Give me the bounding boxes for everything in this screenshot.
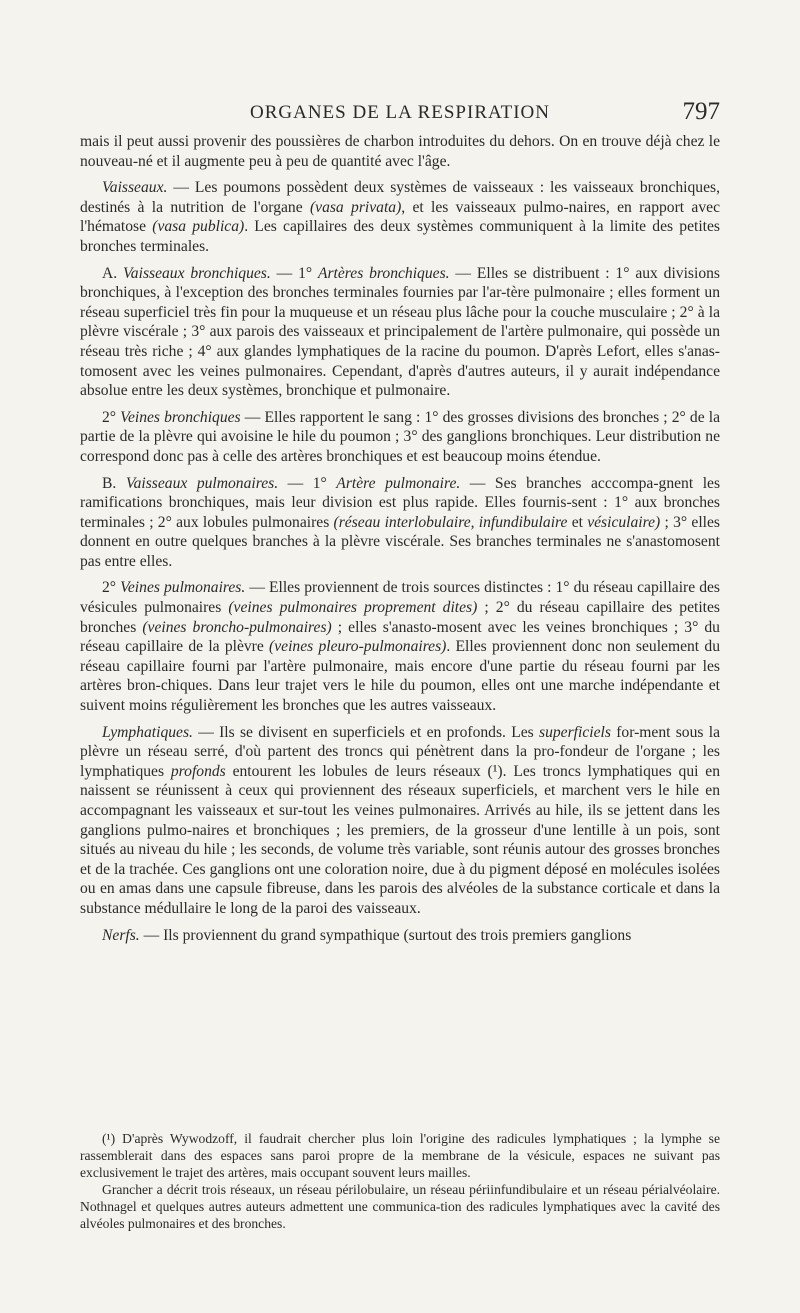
text-run: — Elles proviennent de trois sources distinctes : 1° du réseau capillaire des vésicules pulmonaires — [80, 579, 720, 617]
italic-text: Nerfs. — [102, 926, 140, 944]
italic-text: Veines bronchiques — [120, 408, 241, 426]
text-run: ; elles s'anasto-mosent avec les veines bronchiques ; 3° du réseau capillaire de la plèvre — [80, 618, 720, 656]
italic-text: (veines pleuro-pulmonaires) — [269, 638, 447, 656]
paragraph — [80, 926, 720, 946]
body-text — [80, 132, 720, 952]
paragraph — [80, 474, 720, 572]
italic-text: Artère pulmonaire. — [336, 474, 461, 492]
italic-text: (veines broncho-pulmonaires) — [142, 618, 332, 636]
paragraph — [80, 723, 720, 919]
paragraph — [80, 264, 720, 401]
text-run: — Elles rapportent le sang : 1° des grosses divisions des bronches ; 2° de la partie de la plèvre qui avoisine le hile du poumon ; 3° des ganglions bronchiques. Leur distribution ne correspond donc pas à celle des artères bronchiques et est beaucoup moins étendue. — [80, 408, 720, 465]
page-header — [80, 100, 720, 130]
text-run: — Elles se distribuent : 1° aux divisions bronchiques, à l'exception des bronches terminales fournies par l'ar-tère pulmonaire ; elles forment un réseau superficiel très fin pour la muqueuse et un réseau plus lâche pour la couche musculaire ; 2° à la plèvre viscérale ; 3° aux parois des vaisseaux et principalement de l'artère pulmonaire, qui possède un réseau très riche ; 4° aux glandes lymphatiques de la racine du poumon. D'après Lefort, elles s'anas-tomosent avec les veines pulmonaires. Cependant, d'après d'autres auteurs, il y aurait indépendance absolue entre les deux systèmes, bronchique et pulmonaire. — [80, 264, 720, 400]
text-run: — Ses branches acccompa-gnent les ramifications bronchiques, mais leur division est plus rapide. Elles fournis-sent : 1° aux bronches terminales ; 2° aux lobules pulmonaires — [80, 474, 721, 531]
paragraph — [80, 132, 720, 171]
italic-text: superficiels — [539, 723, 611, 741]
text-run: — Les poumons possèdent deux systèmes de vaisseaux : les vaisseaux bronchiques, destinés à la nutrition de l'organe — [80, 179, 720, 216]
italic-text: Vaisseaux. — [102, 179, 168, 197]
paragraph — [80, 178, 720, 256]
italic-text: (veines pulmonaires proprement dites) — [228, 599, 478, 617]
italic-text: (vasa publica) — [152, 218, 245, 236]
italic-text: (réseau interlobulaire, infundibulaire — [333, 513, 568, 531]
paragraph — [80, 408, 720, 467]
text-run: — 1° — [270, 264, 318, 282]
italic-text: Vaisseaux bronchiques. — [123, 264, 271, 282]
page-number: 797 — [682, 98, 720, 125]
text-run: . Elles proviennent donc non seulement du réseau capillaire fourni par l'artère pulmonaire, mais encore d'une partie du réseau fourni par les artères bron-chiques. Dans leur trajet vers le hile du poumon, elles ont une marche indépendante et suivent moins régulièrement les bronches que les autres vaisseaux. — [80, 638, 720, 715]
text-run: mais il peut aussi provenir des poussières de charbon introduites du dehors. On en trouve déjà chez le nouveau-né et il augmente peu à peu de quantité avec l'âge. — [80, 133, 720, 170]
text-run: — Ils proviennent du grand sympathique (surtout des trois premiers ganglions — [139, 926, 632, 944]
text-run: for-ment sous la plèvre un réseau serré, d'où partent des troncs qui pénètrent dans la pro-fondeur de l'organe ; les lymphatiques — [80, 723, 720, 780]
text-run: A. — [102, 264, 124, 282]
italic-text: vésiculaire) — [587, 513, 661, 531]
footnotes — [80, 1131, 720, 1234]
text-run: , et les vaisseaux pulmo-naires, en rapport avec l'hématose — [80, 198, 720, 236]
text-run: — 1° — [278, 474, 337, 492]
footnote: (¹) D'après Wywodzoff, il faudrait chercher plus loin l'origine des radicules lymphatiques ; la lymphe se rassemblerait dans des espaces sans paroi propre de la membrane de la vésicule, espaces ne suivant pas exclusivement le trajet des artères, mais occupant souvent leurs mailles. — [80, 1131, 720, 1180]
text-run: 2° — [102, 579, 121, 597]
italic-text: (vasa privata) — [309, 198, 402, 216]
paragraph — [80, 578, 720, 715]
text-run: entourent les lobules de leurs réseaux (¹). Les troncs lymphatiques qui en naissent se réunissent à ceux qui proviennent des réseaux superficiels, et marchent vers le hile en accompagnant les vaisseaux et sur-tout les veines pulmonaires. Arrivés au hile, ils se jettent dans les ganglions pulmo-naires et bronchiques ; les premiers, de la grosseur d'une lentille à un pois, sont situés au niveau du hile ; les seconds, de volume très variable, sont réunis autour des grosses bronches et de la trachée. Ces ganglions ont une coloration noire, due à du pigment déposé en molécules isolées ou en amas dans une capsule fibreuse, dans les parois des alvéoles de la substance corticale et dans la substance médullaire le long de la paroi des vaisseaux. — [80, 762, 721, 917]
text-run: et — [567, 513, 588, 531]
italic-text: Veines pulmonaires. — [120, 579, 246, 597]
text-run: 2° — [102, 408, 121, 426]
running-title: ORGANES DE LA RESPIRATION — [250, 102, 550, 123]
footnote: Grancher a décrit trois réseaux, un réseau périlobulaire, un réseau périinfundibulaire et un réseau périalvéolaire. Nothnagel et quelques autres auteurs admettent une communica-tion des radicules lymphatiques avec la cavité des alvéoles pulmonaires et des bronches. — [80, 1182, 720, 1231]
text-run: ; 3° elles donnent en outre quelques branches à la plèvre viscérale. Ses branches terminales ne s'anastomosent pas entre elles. — [80, 513, 720, 570]
italic-text: Vaisseaux pulmonaires. — [125, 474, 279, 492]
text-run: ; 2° du réseau capillaire des petites bronches — [80, 599, 720, 636]
text-run: B. — [102, 474, 126, 492]
italic-text: Artères bronchiques. — [317, 264, 450, 282]
italic-text: Lymphatiques. — [102, 723, 193, 741]
text-run: . Les capillaires des deux systèmes communiquent à la limite des petites bronches terminales. — [80, 218, 720, 255]
italic-text: profonds — [170, 762, 226, 780]
text-run: — Ils se divisent en superficiels et en profonds. Les — [192, 723, 540, 741]
